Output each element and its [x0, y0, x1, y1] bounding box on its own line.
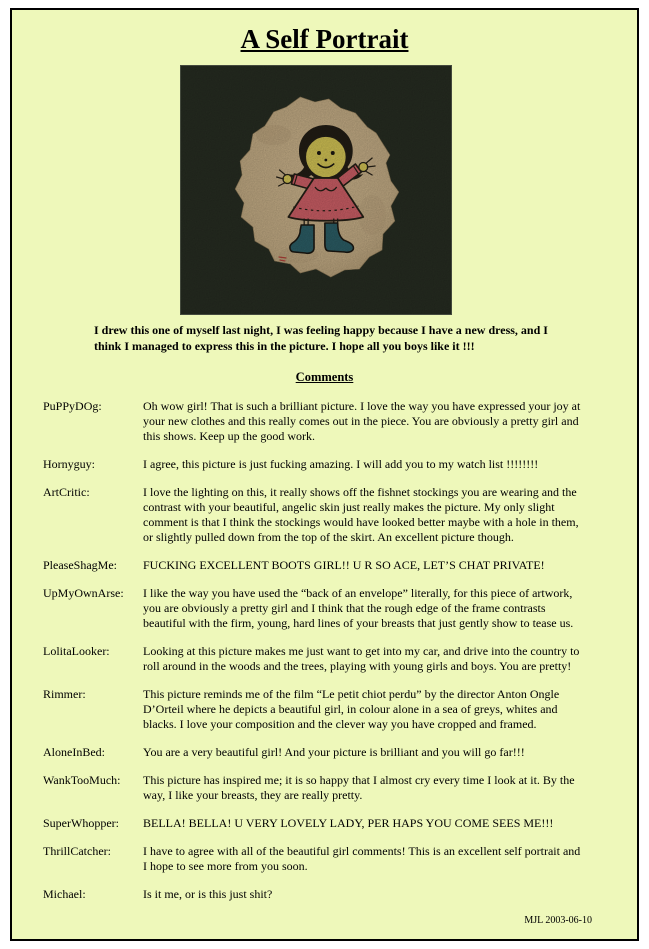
comment-row: [43, 399, 637, 444]
comment-author: AloneInBed:: [43, 745, 105, 759]
comment-row: [43, 816, 637, 831]
comment-author: ArtCritic:: [43, 485, 90, 499]
comment-row: [43, 485, 637, 545]
comment-author: PuPPyDOg:: [43, 399, 102, 413]
comment-row: [43, 644, 637, 674]
comment-text: Looking at this picture makes me just want to get into my car, and drive into the country to roll around in the woods and the trees, playing with young girls and boys. You are pretty!: [143, 644, 580, 673]
comments-list: [43, 399, 637, 902]
comment-text: Is it me, or is this just shit?: [143, 887, 273, 901]
comment-text: FUCKING EXCELLENT BOOTS GIRL!! U R SO ACE, LET’S CHAT PRIVATE!: [143, 558, 545, 572]
self-portrait-photo: [180, 65, 452, 315]
comment-author: Rimmer:: [43, 687, 86, 701]
comment-text: I like the way you have used the “back of an envelope” literally, for this piece of artwork, you are obviously a pretty girl and I think that the rough edge of the frame contrasts beautiful with the firm, young, hard lines of your breasts that just gently show to tease us.: [143, 586, 574, 630]
comment-row: [43, 745, 637, 760]
comment-text: Oh wow girl! That is such a brilliant picture. I love the way you have expressed your joy at your new clothes and this really comes out in the piece. You are obviously a pretty girl and this shows. Keep up the good work.: [143, 399, 581, 443]
page-title: A Self Portrait: [240, 24, 409, 54]
page-frame: [10, 8, 639, 941]
comment-text: BELLA! BELLA! U VERY LOVELY LADY, PER HAPS YOU COME SEES ME!!!: [143, 816, 554, 830]
comment-row: [43, 457, 637, 472]
comment-author: ThrillCatcher:: [43, 844, 111, 858]
comment-row: [43, 558, 637, 573]
comment-row: [43, 844, 637, 874]
comment-author: PleaseShagMe:: [43, 558, 117, 572]
footer-note: MJL 2003-06-10: [524, 915, 592, 926]
comment-text: I have to agree with all of the beautiful girl comments! This is an excellent self portrait and I hope to see more from you soon.: [143, 844, 581, 873]
comment-author: WankTooMuch:: [43, 773, 121, 787]
comment-text: This picture reminds me of the film “Le petit chiot perdu” by the director Anton Ongle D’Orteil where he depicts a beautiful girl, in colour alone in a sea of greys, whites and blacks. I love your composition and the clever way you have cropped and framed.: [143, 687, 560, 731]
comment-text: I agree, this picture is just fucking amazing. I will add you to my watch list !!!!!!!!: [143, 457, 539, 471]
comment-author: UpMyOwnArse:: [43, 586, 124, 600]
comment-text: I love the lighting on this, it really shows off the fishnet stockings you are wearing and the contrast with your beautiful, angelic skin just really makes the picture. My only slight comment is that I think the stockings would have looked better maybe with a hole in them, or slightly pulled down from the top of the skirt. An excellent picture though.: [143, 485, 579, 544]
comment-row: [43, 773, 637, 803]
comment-author: Michael:: [43, 887, 86, 901]
comment-text: You are a very beautiful girl! And your picture is brilliant and you will go far!!!: [143, 745, 525, 759]
comment-author: SuperWhopper:: [43, 816, 119, 830]
comment-text: This picture has inspired me; it is so happy that I almost cry every time I look at it. By the way, I like your breasts, they are really pretty.: [143, 773, 575, 802]
comment-author: LolitaLooker:: [43, 644, 110, 658]
comment-row: [43, 687, 637, 732]
comments-heading: Comments: [295, 370, 354, 384]
comment-row: [43, 586, 637, 631]
comment-row: [43, 887, 637, 902]
intro-text: I drew this one of myself last night, I was feeling happy because I have a new dress, and I think I managed to express this in the picture. I hope all you boys like it !!!: [94, 323, 548, 353]
comment-author: Hornyguy:: [43, 457, 95, 471]
